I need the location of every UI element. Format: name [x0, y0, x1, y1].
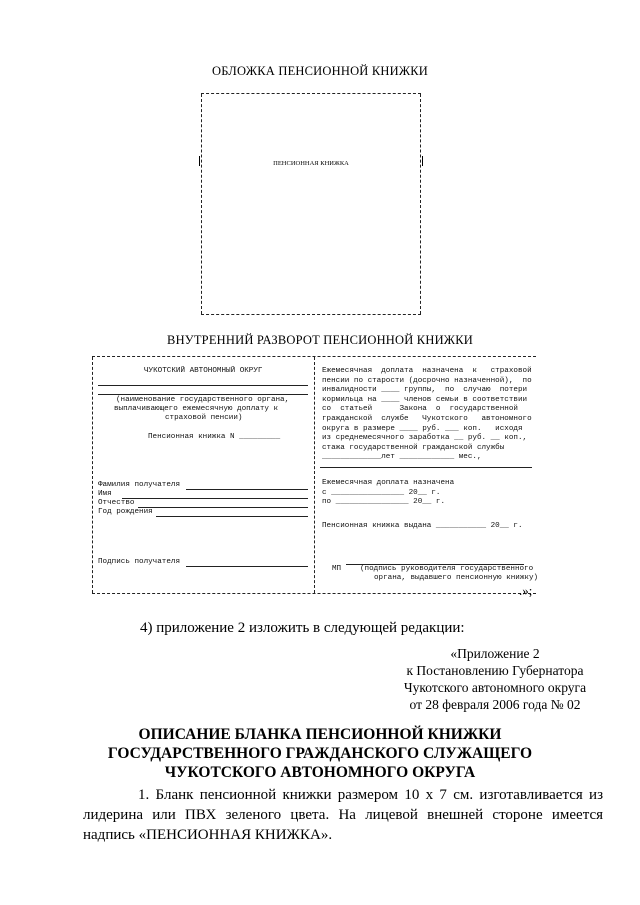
right-line-8: из среднемесячного заработка __ руб. __ коп.,: [322, 434, 528, 443]
appendix-line-4: от 28 февраля 2006 года № 02: [409, 697, 581, 712]
org-caption-3: страховой пенсии): [165, 414, 243, 422]
right-line-2: пенсии по старости (досрочно назначенной), по: [322, 376, 532, 385]
org-caption-1: (наименование государственного органа,: [116, 396, 290, 404]
stamp-label: МП: [332, 565, 342, 573]
patronymic-label: Отчество: [98, 499, 135, 507]
spread-fold: [314, 357, 315, 593]
cover-left-tick: [199, 156, 200, 166]
right-line-6: гражданской службе Чукотского автономного: [322, 415, 532, 423]
payment-assigned: Ежемесячная доплата назначена: [322, 479, 455, 487]
spread-title: ВНУТРЕННИЙ РАЗВОРОТ ПЕНСИОННОЙ КНИЖКИ: [167, 333, 473, 347]
heading-line-1: ОПИСАНИЕ БЛАНКА ПЕНСИОННОЙ КНИЖКИ: [138, 726, 502, 743]
spread-left-edge: [92, 357, 93, 593]
appendix-block: [380, 645, 610, 713]
book-number: Пенсионная книжка N _________: [148, 433, 281, 441]
description-paragraph: [83, 785, 603, 845]
head-sign-caption-2: органа, выдавшего пенсионную книжку): [374, 574, 539, 582]
heading-line-2: ГОСУДАРСТВЕННОГО ГРАЖДАНСКОГО СЛУЖАЩЕГО: [107, 745, 533, 762]
cover-title: ОБЛОЖКА ПЕНСИОННОЙ КНИЖКИ: [211, 64, 429, 78]
org-line-1: [98, 385, 308, 386]
signature-label: Подпись получателя: [98, 558, 181, 566]
surname-label: Фамилия получателя: [98, 481, 181, 489]
cover-left-edge: [201, 94, 202, 314]
name-label: Имя: [98, 490, 112, 498]
head-sign-caption-1: (подпись руководителя государственного: [360, 565, 534, 573]
book-issued: Пенсионная книжка выдана ___________ 20__ г.: [322, 522, 523, 530]
cover-box: [201, 93, 421, 315]
birth-year-label: Год рождения: [98, 508, 153, 516]
right-line-9: стажа государственной гражданской службы: [322, 443, 505, 452]
right-line-7: округа в размере ____ руб. ___ коп. исходя: [322, 424, 523, 433]
right-line-3: инвалидности ____ группы, по случаю потери: [322, 386, 528, 395]
cover-right-tick: [422, 156, 423, 166]
spread-box: [92, 356, 539, 594]
description-heading: [0, 725, 640, 782]
patronymic-line: [138, 507, 308, 508]
right-line-4: кормильца на ____ членов семьи в соответствии: [322, 395, 528, 404]
appendix-line-1: «Приложение 2: [450, 646, 540, 661]
birth-year-line: [156, 516, 308, 517]
org-line-2: [98, 394, 308, 395]
spread-trail: .»;: [519, 583, 533, 598]
cover-right-edge: [420, 94, 421, 314]
paragraph-text: 1. Бланк пенсионной книжки размером 10 х 7 см. изготавливается из лидерина или ПВХ зеленого цвета. На лицевой внешней стороне имеется надпись «ПЕНСИОННАЯ КНИЖКА».: [83, 787, 603, 843]
signature-line: [186, 566, 308, 567]
heading-line-3: ЧУКОТСКОГО АВТОНОМНОГО ОКРУГА: [164, 764, 476, 781]
cover-label: ПЕНСИОННАЯ КНИЖКА: [273, 160, 349, 167]
right-line-5: со статьей Закона о государственной: [322, 405, 518, 414]
right-line-1: Ежемесячная доплата назначена к страховой: [322, 367, 532, 375]
item-4: 4) приложение 2 изложить в следующей редакции:: [140, 620, 465, 636]
name-line: [122, 498, 308, 499]
org-caption-2: выплачивающего ежемесячную доплату к: [114, 405, 279, 413]
appendix-line-3: Чукотского автономного округа: [403, 680, 587, 695]
surname-line: [186, 489, 308, 490]
payment-from: с ________________ 20__ г.: [322, 489, 441, 497]
payment-to: по ________________ 20__ г.: [322, 498, 446, 506]
left-header: ЧУКОТСКИЙ АВТОНОМНЫЙ ОКРУГ: [144, 367, 263, 375]
right-separator: [320, 467, 532, 468]
right-line-10: _____________лет ____________ мес.,: [322, 453, 482, 462]
appendix-line-2: к Постановлению Губернатора: [406, 663, 584, 678]
